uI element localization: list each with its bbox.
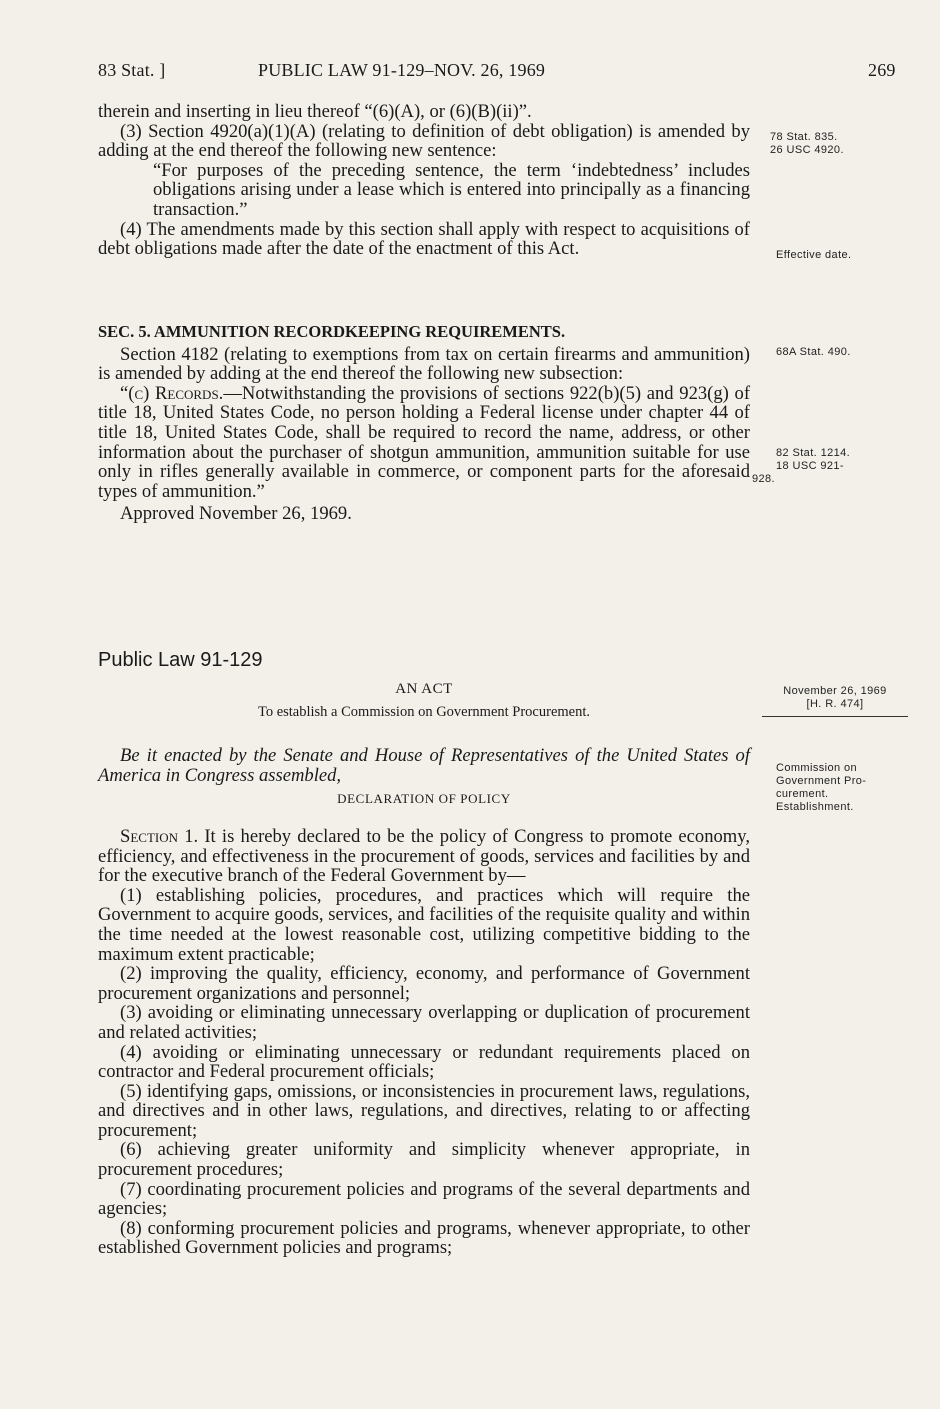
margin-note-stat-1214 [776, 447, 926, 473]
quoted-sentence: “For purposes of the preceding sentence, the term ‘indebtedness’ includes obligations arising under a lease which is entered into principally as a financing transaction.” [153, 159, 750, 220]
declaration-heading: DECLARATION OF POLICY [337, 791, 511, 807]
margin-note-line: 18 USC 921- [776, 460, 844, 472]
margin-note-stat-490: 68A Stat. 490. [776, 346, 851, 358]
page-number: 269 [868, 60, 896, 80]
act-purpose: To establish a Commission on Government Procurement. [257, 703, 591, 720]
enacting-clause: Be it enacted by the Senate and House of Representatives of the United States of America in Congress assembled, [98, 745, 750, 786]
margin-note-line: November 26, 1969 [783, 685, 887, 697]
section-heading: SEC. 5. AMMUNITION RECORDKEEPING REQUIREMENTS. [98, 322, 566, 341]
header-title: PUBLIC LAW 91-129–NOV. 26, 1969 [258, 60, 546, 80]
policy-item-1: (1) establishing policies, procedures, and practices which will require the Government to acquire goods, services, and facilities of the requisite quality and within the time needed at the lowest reasonable cost, utilizing competitive bidding to the maximum extent practicable; [98, 884, 750, 965]
paragraph: (4) The amendments made by this section shall apply with respect to acquisitions of debt obligations made after the date of the enactment of this Act. [98, 218, 750, 260]
margin-note-line: 78 Stat. 835. [770, 131, 838, 143]
section-1-text [98, 827, 750, 886]
section-1-lead: Section 1. [120, 825, 199, 847]
margin-note-commission [776, 762, 926, 814]
paragraph: (3) Section 4920(a)(1)(A) (relating to definition of debt obligation) is amended by adding at the end thereof the following new sentence: [98, 120, 750, 162]
subsection-lead: “(c) Records. [120, 382, 224, 404]
margin-note-line: curement. [776, 788, 829, 800]
margin-note-line: 928. [752, 473, 776, 485]
paragraph [98, 384, 750, 502]
section-1-body: It is hereby declared to be the policy of Congress to promote economy, efficiency, and effectiveness in the procurement of goods, services and facilities by and for the executive branch of the Federal Government by— [98, 825, 751, 887]
policy-item-4: (4) avoiding or eliminating unnecessary or redundant requirements placed on contractor and Federal procurement officials; [98, 1041, 750, 1083]
header-stat-reference: 83 Stat. ] [98, 60, 166, 80]
policy-item-2: (2) improving the quality, efficiency, economy, and performance of Government procurement organizations and personnel; [98, 963, 750, 1004]
margin-note-line: 82 Stat. 1214. [776, 447, 851, 459]
approval-line: Approved November 26, 1969. [120, 503, 352, 525]
paragraph: therein and inserting in lieu thereof “(6)(A), or (6)(B)(ii)”. [98, 101, 532, 122]
margin-note-line: [H. R. 474] [806, 698, 864, 710]
policy-item-8: (8) conforming procurement policies and programs, whenever appropriate, to other established Government policies and programs; [98, 1217, 750, 1259]
public-law-title: Public Law 91-129 [98, 649, 263, 671]
section-5 [98, 322, 750, 524]
act-title-block [98, 680, 750, 1258]
an-act-heading: AN ACT [395, 681, 453, 697]
margin-note-line: Commission on [776, 762, 858, 774]
subsection-text: —Notwithstanding the provisions of sections 922(b)(5) and 923(g) of title 18, United States Code, no person holding a Federal license under chapter 44 of title 18, United States Code, shall be required to record the name, address, or other information about the purchaser of shotgun ammunition, ammunition suitable for use only in rifles generally available in commerce, or component parts for the aforesaid types of ammunition.” [98, 382, 751, 502]
policy-item-6: (6) achieving greater uniformity and simplicity whenever appropriate, in procurement procedures; [98, 1139, 750, 1181]
policy-item-3: (3) avoiding or eliminating unnecessary overlapping or duplication of procurement and related activities; [98, 1002, 750, 1043]
margin-note-stat-835 [770, 131, 920, 157]
policy-item-7: (7) coordinating procurement policies and programs of the several departments and agencies; [98, 1178, 750, 1220]
margin-note-line: 26 USC 4920. [770, 144, 844, 156]
section-4-continuation [98, 102, 750, 259]
margin-note-enactment-date [762, 685, 908, 711]
margin-note-effective-date: Effective date. [776, 249, 852, 261]
margin-note-line: Establishment. [776, 801, 854, 813]
policy-item-5: (5) identifying gaps, omissions, or inconsistencies in procurement laws, regulations, and directives and in other laws, regulations, and directives, relating to or affecting procurement; [98, 1080, 750, 1141]
margin-note-line: Government Pro- [776, 775, 867, 787]
margin-divider [762, 716, 908, 717]
paragraph: Section 4182 (relating to exemptions from tax on certain firearms and ammunition) is amended by adding at the end thereof the following new subsection: [98, 343, 750, 385]
